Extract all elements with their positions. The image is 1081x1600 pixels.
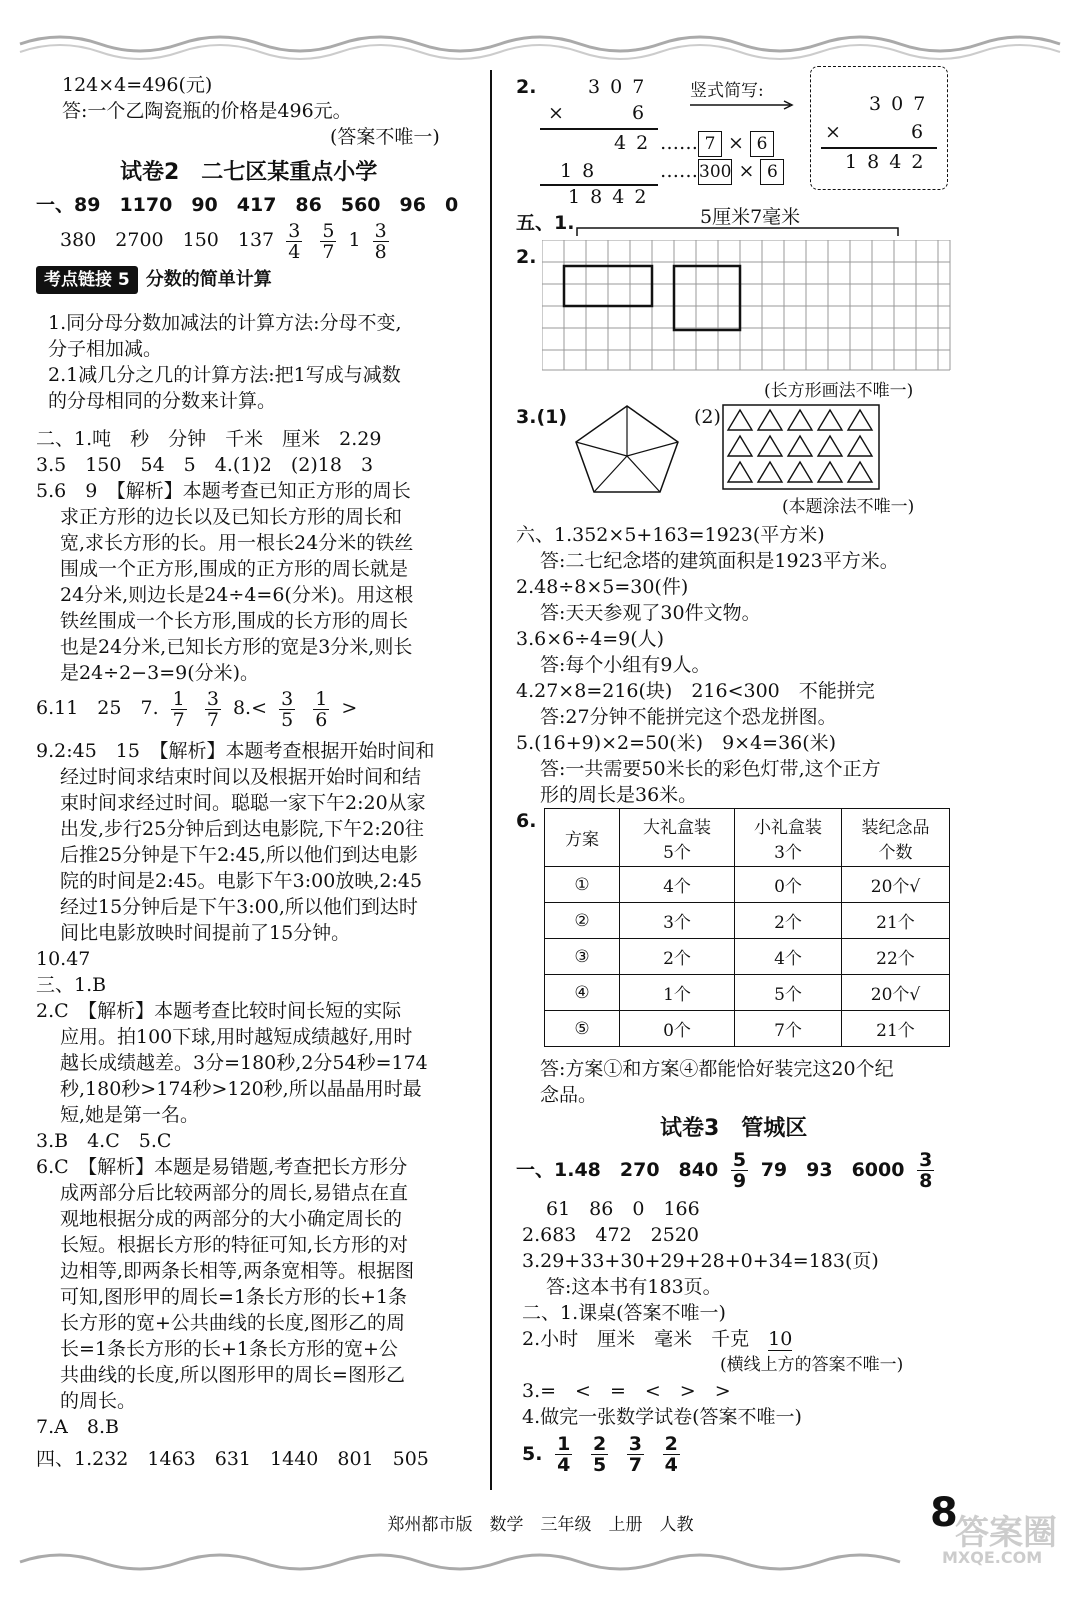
table-header [545,809,950,867]
question-number: 五、1. [516,212,575,234]
text-line: 6.C 【解析】本题是易错题,考查把长方形分 [36,1156,408,1178]
table-header-cell: 大礼盒装 5个 [620,809,735,867]
text-line: 三、1.B [36,974,107,996]
text-line: 答:这本书有183页。 [546,1276,722,1298]
text-line: 共曲线的长度,所以图形甲的周长=图形乙 [60,1364,405,1386]
text-line: 短,她是第一名。 [60,1104,200,1126]
text-line: 3.= < = < > > [522,1380,731,1402]
bottom-wavy-border [0,1540,1081,1584]
watermark: 答案圈 [955,1513,1057,1553]
table-row: ② 3个 2个 21个 [545,903,950,939]
multiplier: 6 [911,121,924,143]
note: (横线上方的答案不唯一) [720,1355,904,1375]
text-line: 念品。 [540,1084,598,1106]
text-line: 的周长。 [60,1390,137,1412]
text-line: 四、1.232 1463 631 1440 801 505 [36,1448,429,1470]
pentagon-shape [572,404,682,494]
text-line: 长方形的宽+公共曲线的长度,图形乙的周 [60,1312,405,1334]
multiplicand: 3 0 7 [869,93,928,115]
text-line: 5.(16+9)×2=50(米) 9×4=36(米) [516,732,837,754]
arrow-icon [690,100,798,110]
table-header-cell: 小礼盒装 3个 [735,809,842,867]
text-line: 秒,180秒>174秒>120秒,所以晶晶用时最 [60,1078,422,1100]
table-row: ③ 2个 4个 22个 [545,939,950,975]
text-line: 长=1条长方形的长+1条长方形的宽+公 [60,1338,398,1360]
table-row: ① 4个 0个 20个√ [545,867,950,903]
text-line: 出发,步行25分钟后到达电影院,下午2:20往 [60,818,424,840]
text-line: 的分母相同的分数来计算。 [48,390,277,412]
question-number: 3.(1) [516,406,568,428]
text-line: 六、1.352×5+163=1923(平方米) [516,524,825,546]
text-line: 宽,求长方形的长。用一根长24分米的铁丝 [60,532,414,554]
answer-line: 一、89 1170 90 417 86 560 96 0 [36,194,459,216]
question-number: 2. [516,246,537,268]
text-line: 可知,图形甲的周长=1条长方形的长+1条 [60,1286,408,1308]
top-wavy-border [0,22,1081,66]
text-line: 越长成绩越差。3分=180秒,2分54秒=174 [60,1052,428,1074]
text-line: 答:二七纪念塔的建筑面积是1923平方米。 [540,550,899,572]
text-line: 束时间求经过时间。聪聪一家下午2:20从家 [60,792,426,814]
text-line: 分子相加减。 [48,338,163,360]
text-line: 2.48÷8×5=30(件) [516,576,689,598]
note: (本题涂法不唯一) [782,497,915,517]
table-row: ⑤ 0个 7个 21个 [545,1011,950,1047]
section-title: 试卷2 二七区某重点小学 [120,160,378,185]
table-row: ④ 1个 5个 20个√ [545,975,950,1011]
question-number: 6. [516,810,537,832]
product: 1 8 4 2 [845,151,926,173]
section-title: 试卷3 管城区 [660,1116,808,1141]
watermark-url: MXQE.COM [942,1548,1043,1567]
shortcut-box [810,66,948,190]
text-line: 铁丝围成一个长方形,围成的长方形的周长 [60,610,409,632]
text-line: 2.小时 厘米 毫米 千克 10 [522,1328,793,1350]
text-line: 答:每个小组有9人。 [540,654,711,676]
text-line: 5.6 9 【解析】本题考查已知正方形的周长 [36,480,411,502]
text-line: 61 86 0 166 [546,1198,700,1220]
multiplier: 6 [632,102,645,124]
knowledge-badge: 考点链接 5 分数的简单计算 [36,266,272,294]
partial-note: ……300 × 6 [660,158,784,185]
text-line: 答:方案①和方案④都能恰好装完这20个纪 [540,1058,894,1080]
text-line: 答:天天参观了30件文物。 [540,602,761,624]
partial-product: 4 2 [614,132,651,154]
answer-line: 5. $\frac{1}{4}$ $\frac{2}{5}$ $\frac{3}{7}$ $\frac{2}{4}$ [522,1433,678,1476]
text-line: 10.47 [36,948,91,970]
shortcut-note: 竖式简写: [690,81,764,101]
text-line: 2.683 472 2520 [522,1224,700,1246]
partial-product: 1 8 [560,160,597,182]
note: (长方形画法不唯一) [764,381,914,401]
times-sign: × [825,121,841,143]
text-line: 3.B 4.C 5.C [36,1130,172,1152]
length-label: 5厘米7毫米 [700,206,801,228]
text-line: 24分米,则边长是24÷4=6(分米)。用这根 [60,584,414,606]
text-line: 答:27分钟不能拼完这个恐龙拼图。 [540,706,837,728]
length-bracket [576,222,900,238]
text-line: 3.5 150 54 5 4.(1)2 (2)18 3 [36,454,374,476]
text-line: 边相等,即两条长相等,两条宽相等。根据图 [60,1260,415,1282]
text-line: 答:一个乙陶瓷瓶的价格是496元。 [62,100,352,122]
text-line: 经过时间求结束时间以及根据开始时间和结 [60,766,422,788]
text-line: 成两部分后比较两部分的周长,易错点在直 [60,1182,409,1204]
text-line: 是24÷2−3=9(分米)。 [60,662,260,684]
question-number: 2. [516,76,537,98]
text-line: 观地根据分成的两部分的大小确定周长的 [60,1208,403,1230]
text-line: 也是24分米,已知长方形的宽是3分米,则长 [60,636,413,658]
text-line: 4.做完一张数学试卷(答案不唯一) [522,1406,802,1428]
times-sign: × [548,102,564,124]
packing-table [544,808,950,1047]
text-line: 2.C 【解析】本题考查比较时间长短的实际 [36,1000,402,1022]
column-divider [490,70,492,1490]
multiplicand: 3 0 7 [588,76,647,98]
question-number: (2) [694,406,721,428]
table-header-cell: 装纪念品 个数 [842,809,950,867]
text-line: 1.同分母分数加减法的计算方法:分母不变, [48,312,402,334]
text-line: 3.6×6÷4=9(人) [516,628,665,650]
answer-line: 6.11 25 7. $\frac{1}{7}$ $\frac{3}{7}$ 8.< $\frac{3}{5}$ $\frac{1}{6}$ > [36,687,358,731]
text-line: 间比电影放映时间提前了15分钟。 [60,922,351,944]
partial-note: …… 7 × 6 [660,130,774,157]
page-number: 8 [930,1490,958,1536]
grid-drawing [542,240,954,372]
text-line: 答:一共需要50米长的彩色灯带,这个正方 [540,758,881,780]
product: 1 8 4 2 [568,186,649,208]
text-line: 7.A 8.B [36,1416,119,1438]
text-line: 4.27×8=216(块) 216<300 不能拼完 [516,680,875,702]
footer: 郑州都市版 数学 三年级 上册 人教 [387,1515,694,1535]
text-line: (答案不唯一) [330,126,440,148]
text-line: 求正方形的边长以及已知长方形的周长和 [60,506,403,528]
text-line: 经过15分钟后是下午3:00,所以他们到达时 [60,896,418,918]
text-line: 2.1减几分之几的计算方法:把1写成与减数 [48,364,401,386]
text-line: 围成一个正方形,围成的正方形的周长就是 [60,558,409,580]
text-line: 后推25分钟是下午2:45,所以他们到达电影 [60,844,418,866]
triangle-grid [722,404,880,490]
text-line: 124×4=496(元) [62,74,213,96]
text-line: 应用。拍100下球,用时越短成绩越好,用时 [60,1026,413,1048]
text-line: 二、1.吨 秒 分钟 千米 厘米 2.29 [36,428,382,450]
text-line: 二、1.课桌(答案不唯一) [522,1302,726,1324]
text-line: 长短。根据长方形的特征可知,长方形的对 [60,1234,409,1256]
text-line: 院的时间是2:45。电影下午3:00放映,2:45 [60,870,423,892]
text-line: 3.29+33+30+29+28+0+34=183(页) [522,1250,879,1272]
answer-line: 一、1.48 270 840 $\frac{5}{9}$ 79 93 6000 $\frac{3}{8}$ [516,1149,933,1192]
text-line: 9.2:45 15 【解析】本题考查根据开始时间和 [36,740,435,762]
text-line: 形的周长是36米。 [540,784,698,806]
table-header-cell: 方案 [545,809,620,867]
answer-line: 380 2700 150 137 $\frac{3}{4}$ $\frac{5}{7}$ 1 $\frac{3}{8}$ [60,219,387,263]
